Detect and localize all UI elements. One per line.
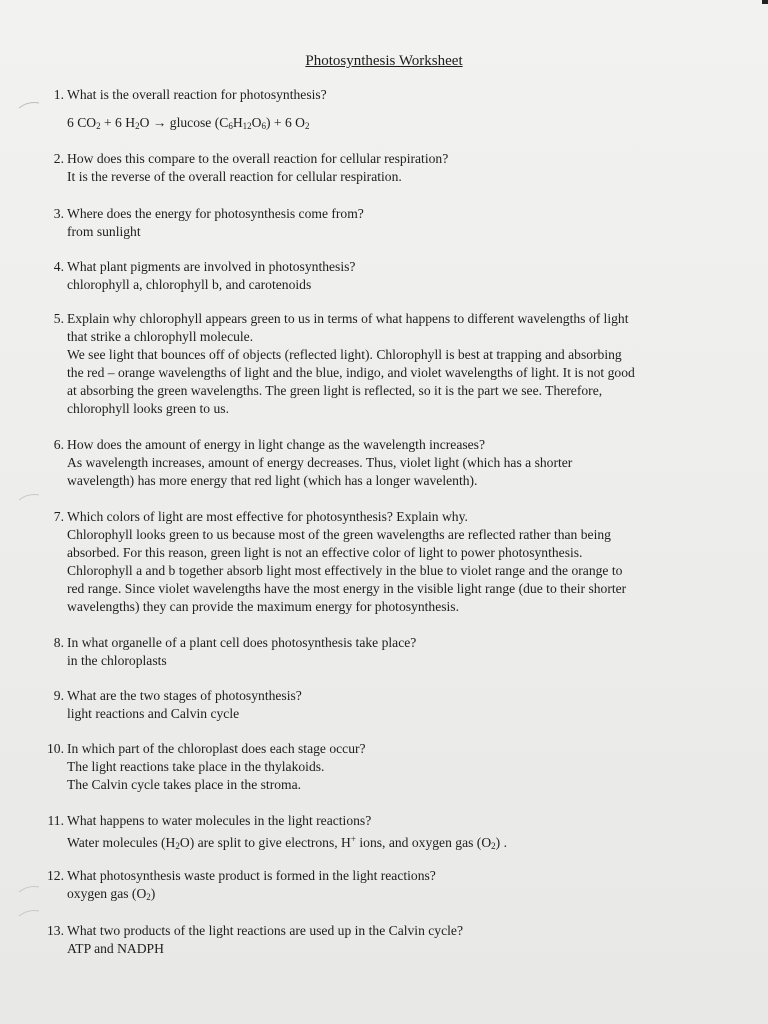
question-number: 8. <box>53 635 64 650</box>
question-text: Where does the energy for photosynthesis come from? <box>67 206 364 221</box>
question-number: 11. <box>47 813 64 828</box>
question-number: 2. <box>53 151 64 166</box>
question-item <box>40 205 730 241</box>
question-item <box>40 687 730 723</box>
question-item <box>40 812 730 852</box>
answer-text: in the chloroplasts <box>67 653 167 668</box>
question-number: 4. <box>53 259 64 274</box>
question-item <box>40 740 730 794</box>
question-number: 5. <box>53 311 64 326</box>
question-text: What photosynthesis waste product is formed in the light reactions? <box>67 868 436 883</box>
question-item <box>40 86 730 132</box>
hole-punch-mark <box>18 884 40 894</box>
question-number: 12. <box>47 868 64 883</box>
question-text: What plant pigments are involved in photosynthesis? <box>67 259 356 274</box>
worksheet-title: Photosynthesis Worksheet <box>305 53 463 69</box>
hole-punch-mark <box>18 100 40 110</box>
question-number: 3. <box>53 206 64 221</box>
answer-text: light reactions and Calvin cycle <box>67 706 240 721</box>
answer-text: oxygen gas $(O_2)$ <box>67 886 156 902</box>
question-number: 10. <box>47 741 64 756</box>
answer-text: from sunlight <box>67 224 141 239</box>
question-text: What two products of the light reactions are used up in the Calvin cycle? <box>67 923 463 938</box>
question-number: 9. <box>53 688 64 703</box>
question-item <box>40 310 730 418</box>
answer-text: It is the reverse of the overall reaction for cellular respiration. <box>67 169 402 184</box>
answer-text: Chlorophyll looks green to us because most of the green wavelengths are reflected rather than being absorbed. For this reason, green light is not an effective color of light to power photosynthesis. Chlorophyll a and b together absorb light most effectively in the blue to violet range and the orange to red range. Since violet wavelengths have the most energy in the visible light range (due to their shorter wavelengths) they can provide the maximum energy for photosynthesis. <box>67 527 627 614</box>
question-text: In what organelle of a plant cell does photosynthesis take place? <box>67 635 417 650</box>
answer-text: The light reactions take place in the thylakoids. The Calvin cycle takes place in the stroma. <box>67 759 325 792</box>
answer-text: chlorophyll a, chlorophyll b, and carotenoids <box>67 277 312 292</box>
question-text: What happens to water molecules in the light reactions? <box>67 813 372 828</box>
question-item <box>40 436 730 490</box>
question-item <box>40 634 730 670</box>
question-text: How does this compare to the overall reaction for cellular respiration? <box>67 151 449 166</box>
hole-punch-mark <box>18 908 40 918</box>
answer-text: We see light that bounces off of objects (reflected light). Chlorophyll is best at trapping and absorbing the red – orange wavelengths of light and the blue, indigo, and violet wavelengths of light. It is not good at absorbing the green wavelengths. The green light is reflected, so it is the part we see. Therefore, chlorophyll looks green to us. <box>67 347 635 416</box>
question-item <box>40 922 730 958</box>
question-item <box>40 867 730 903</box>
corner-mark <box>762 0 768 4</box>
question-text: What is the overall reaction for photosynthesis? <box>67 87 327 102</box>
question-text: In which part of the chloroplast does each stage occur? <box>67 741 366 756</box>
answer-text: 6 $CO_2 + 6$ $H_2O \to glucose$ $(C_6H_{12}O_6) + 6$ $O_2$ <box>67 115 310 131</box>
question-text: Which colors of light are most effective for photosynthesis? Explain why. <box>67 509 468 524</box>
arrow-icon: → <box>152 115 167 130</box>
answer-text: As wavelength increases, amount of energy decreases. Thus, violet light (which has a shorter wavelength) has more energy that red light (which has a longer wavelenth). <box>67 455 573 488</box>
question-text: What are the two stages of photosynthesis? <box>67 688 302 703</box>
answer-text: Water molecules $(H_2O)$ are split to give electrons, H+ ions, and oxygen gas $(O_2)$ . <box>67 834 507 851</box>
question-text: How does the amount of energy in light change as the wavelength increases? <box>67 437 486 452</box>
question-item <box>40 150 730 186</box>
question-number: 13. <box>47 923 64 938</box>
question-item <box>40 508 730 616</box>
answer-text: ATP and NADPH <box>67 941 164 956</box>
question-text: Explain why chlorophyll appears green to us in terms of what happens to different wavelengths of light that strike a chlorophyll molecule. <box>67 311 629 344</box>
question-number: 7. <box>53 509 64 524</box>
question-number: 1. <box>53 87 64 102</box>
question-item <box>40 258 730 294</box>
question-number: 6. <box>53 437 64 452</box>
hole-punch-mark <box>18 492 40 502</box>
